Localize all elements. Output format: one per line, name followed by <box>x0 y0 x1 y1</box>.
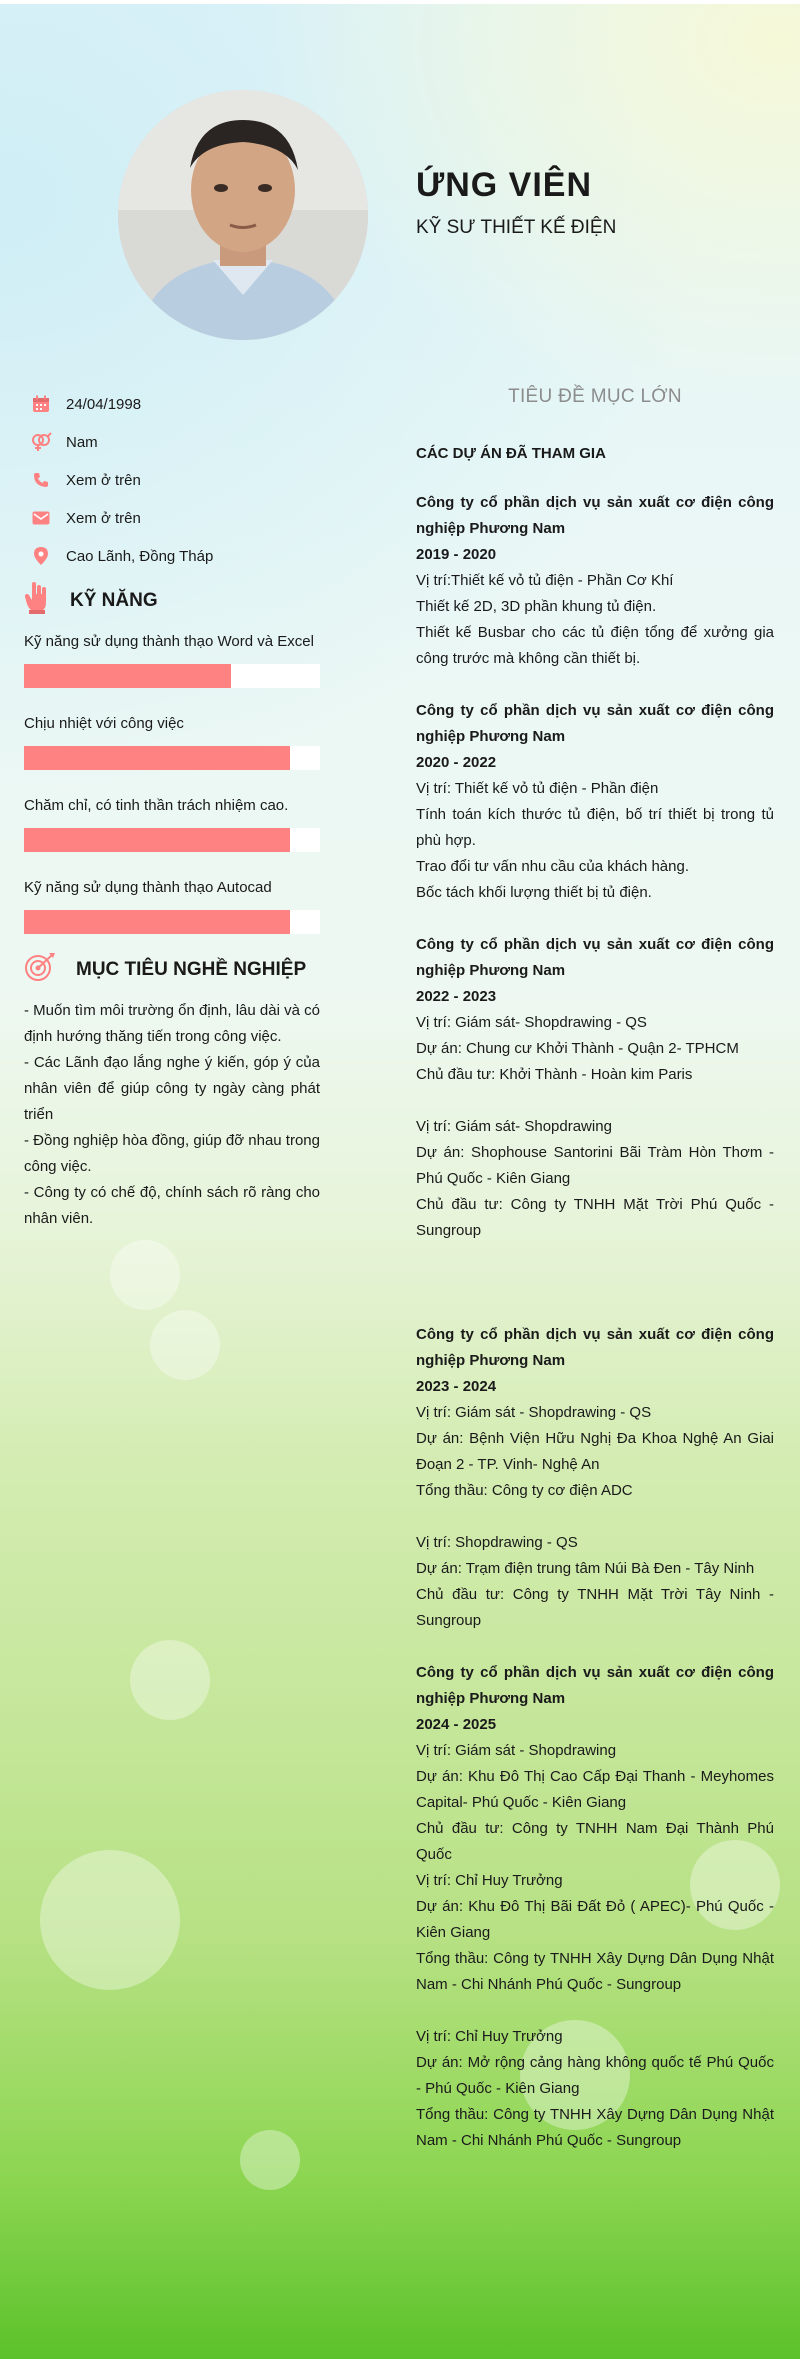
project-company: Công ty cổ phần dịch vụ sản xuất cơ điện công nghiệp Phương Nam <box>416 1664 774 1707</box>
project-entry <box>416 490 774 672</box>
project-line: Dự án: Khu Đô Thị Bãi Đất Đỏ ( APEC)- Phú Quốc - Kiên Giang <box>416 1898 774 1941</box>
project-line: Tính toán kích thước tủ điện, bố trí thiết bị trong tủ phù hợp. <box>416 806 774 849</box>
project-line: Tổng thầu: Công ty cơ điện ADC <box>416 1482 633 1499</box>
project-company: Công ty cổ phần dịch vụ sản xuất cơ điện công nghiệp Phương Nam <box>416 936 774 979</box>
project-entry <box>416 1660 774 2154</box>
skill-label: Kỹ năng sử dụng thành thạo Autocad <box>24 879 272 896</box>
project-line: Dự án: Shophouse Santorini Bãi Tràm Hòn Thơm - Phú Quốc - Kiên Giang <box>416 1144 774 1187</box>
skill-label: Chịu nhiệt với công việc <box>24 715 184 732</box>
calendar-icon <box>30 393 52 415</box>
avatar <box>118 90 368 340</box>
project-line: Thiết kế 2D, 3D phần khung tủ điện. <box>416 598 657 615</box>
target-icon <box>24 952 56 987</box>
info-text: Nam <box>66 433 98 451</box>
project-line: Dự án: Mở rộng cảng hàng không quốc tế Phú Quốc - Phú Quốc - Kiên Giang <box>416 2054 774 2097</box>
section-gap <box>416 1270 774 1322</box>
skill-bar <box>24 828 320 852</box>
skill-bar <box>24 746 320 770</box>
personal-info <box>30 385 330 575</box>
skills-list <box>24 630 320 958</box>
skills-title: KỸ NĂNG <box>70 589 158 611</box>
projects-list <box>416 490 774 2180</box>
project-line: Dự án: Chung cư Khởi Thành - Quận 2- TPHCM <box>416 1040 739 1057</box>
project-line: Dự án: Khu Đô Thị Cao Cấp Đại Thanh - Meyhomes Capital- Phú Quốc - Kiên Giang <box>416 1768 774 1811</box>
project-entry <box>416 698 774 906</box>
skill-bar-fill <box>24 746 290 770</box>
objective-line: - Công ty có chế độ, chính sách rõ ràng cho nhân viên. <box>24 1184 320 1227</box>
info-gender <box>30 423 330 461</box>
candidate-name: ỨNG VIÊN <box>416 166 593 204</box>
info-text: Cao Lãnh, Đồng Tháp <box>66 547 214 565</box>
location-icon <box>30 545 52 567</box>
project-line: Vị trí: Giám sát - Shopdrawing - QS <box>416 1404 652 1421</box>
skill-label: Chăm chỉ, có tinh thần trách nhiệm cao. <box>24 797 289 814</box>
phone-icon <box>30 469 52 491</box>
project-line: Chủ đầu tư: Công ty TNHH Mặt Trời Phú Quốc - Sungroup <box>416 1196 774 1239</box>
info-text: 24/04/1998 <box>66 395 142 413</box>
info-text: Xem ở trên <box>66 509 141 527</box>
project-line: Vị trí: Thiết kế vỏ tủ điện - Phần điện <box>416 780 659 797</box>
project-line: Dự án: Trạm điện trung tâm Núi Bà Đen - Tây Ninh <box>416 1560 755 1577</box>
email-icon <box>30 507 52 529</box>
projects-label: CÁC DỰ ÁN ĐÃ THAM GIA <box>416 445 606 462</box>
objective-line: - Muốn tìm môi trường ổn định, lâu dài và có định hướng thăng tiến trong công việc. <box>24 1002 320 1045</box>
project-years: 2023 - 2024 <box>416 1378 497 1395</box>
project-years: 2022 - 2023 <box>416 988 497 1005</box>
objective-heading <box>24 952 306 987</box>
gender-icon <box>30 431 52 453</box>
info-address <box>30 537 330 575</box>
project-line: Chủ đầu tư: Khởi Thành - Hoàn kim Paris <box>416 1066 693 1083</box>
project-line: Tổng thầu: Công ty TNHH Xây Dựng Dân Dụng Nhật Nam - Chi Nhánh Phú Quốc - Sungroup <box>416 1950 774 1993</box>
project-line: Dự án: Bệnh Viện Hữu Nghị Đa Khoa Nghệ An Giai Đoạn 2 - TP. Vinh- Nghệ An <box>416 1430 774 1473</box>
objective-text <box>24 998 320 1232</box>
project-line: Trao đổi tư vấn nhu cầu của khách hàng. <box>416 858 689 875</box>
project-line: Bốc tách khối lượng thiết bị tủ điện. <box>416 884 652 901</box>
block-gap <box>416 1504 774 1530</box>
project-line: Chủ đầu tư: Công ty TNHH Mặt Trời Tây Ninh - Sungroup <box>416 1586 774 1629</box>
block-gap <box>416 1088 774 1114</box>
block-gap <box>416 1998 774 2024</box>
info-email <box>30 499 330 537</box>
objective-line: - Các Lãnh đạo lắng nghe ý kiến, góp ý của nhân viên để giúp công ty ngày càng phát triển <box>24 1054 320 1123</box>
project-line: Vị trí:Thiết kế vỏ tủ điện - Phần Cơ Khí <box>416 572 674 589</box>
project-years: 2020 - 2022 <box>416 754 497 771</box>
project-line: Vị trí: Chỉ Huy Trưởng <box>416 2028 563 2045</box>
project-company: Công ty cổ phần dịch vụ sản xuất cơ điện công nghiệp Phương Nam <box>416 1326 774 1369</box>
skill-bar-fill <box>24 664 231 688</box>
info-phone <box>30 461 330 499</box>
skill-label: Kỹ năng sử dụng thành thạo Word và Excel <box>24 633 314 650</box>
project-line: Vị trí: Giám sát - Shopdrawing <box>416 1742 617 1759</box>
section-title: TIÊU ĐỀ MỤC LỚN <box>508 386 682 407</box>
skill-bar <box>24 664 320 688</box>
objective-line: - Đồng nghiệp hòa đồng, giúp đỡ nhau trong công việc. <box>24 1132 320 1175</box>
project-line: Thiết kế Busbar cho các tủ điện tổng để xưởng gia công trước mà không cần thiết bị. <box>416 624 774 667</box>
project-line: Chủ đầu tư: Công ty TNHH Nam Đại Thành Phú Quốc <box>416 1820 774 1863</box>
skills-heading <box>24 582 158 619</box>
project-entry <box>416 932 774 1244</box>
project-entry <box>416 1322 774 1634</box>
candidate-role: KỸ SƯ THIẾT KẾ ĐIỆN <box>416 217 617 238</box>
project-line: Vị trí: Giám sát- Shopdrawing <box>416 1118 612 1135</box>
project-line: Vị trí: Giám sát- Shopdrawing - QS <box>416 1014 647 1031</box>
info-birthdate <box>30 385 330 423</box>
info-text: Xem ở trên <box>66 471 141 489</box>
skill-bar <box>24 910 320 934</box>
project-line: Tổng thầu: Công ty TNHH Xây Dựng Dân Dụng Nhật Nam - Chi Nhánh Phú Quốc - Sungroup <box>416 2106 774 2149</box>
objective-title: MỤC TIÊU NGHỀ NGHIỆP <box>76 958 307 980</box>
skill-bar-fill <box>24 828 290 852</box>
project-company: Công ty cổ phần dịch vụ sản xuất cơ điện công nghiệp Phương Nam <box>416 702 774 745</box>
avatar-photo <box>118 90 368 340</box>
project-years: 2024 - 2025 <box>416 1716 497 1733</box>
project-years: 2019 - 2020 <box>416 546 497 563</box>
hand-pointer-icon <box>24 582 50 619</box>
project-line: Vị trí: Shopdrawing - QS <box>416 1534 578 1551</box>
project-company: Công ty cổ phần dịch vụ sản xuất cơ điện công nghiệp Phương Nam <box>416 494 774 537</box>
skill-bar-fill <box>24 910 290 934</box>
project-line: Vị trí: Chỉ Huy Trưởng <box>416 1872 563 1889</box>
